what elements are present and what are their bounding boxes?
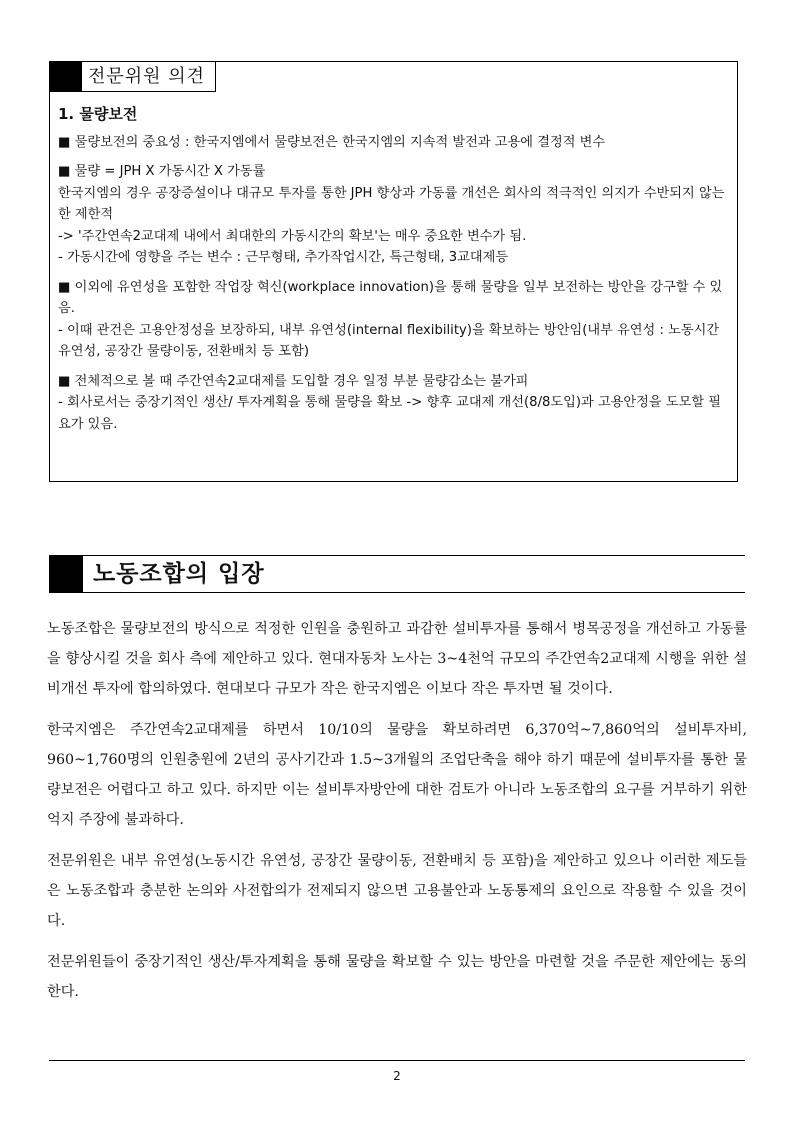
paragraph-line: - 회사로서는 중장기적인 생산/ 투자계획을 통해 물량을 확보 -> 향후 교대제 개선(8/8도입)과 고용안정을 도모할 필요가 있음. <box>58 395 721 432</box>
section-title: 노동조합의 입장 <box>93 561 265 587</box>
box-heading: 1. 물량보전 <box>58 105 138 123</box>
opinion-paragraph <box>58 161 731 269</box>
paragraph-line: ■ 물량보전의 중요성 : 한국지엠에서 물량보전은 한국지엠의 지속적 발전과 고용에 결정적 변수 <box>58 134 606 150</box>
footer-divider <box>49 1060 745 1061</box>
body-paragraph: 노동조합은 물량보전의 방식으로 적정한 인원을 충원하고 과감한 설비투자를 통해서 병목공정을 개선하고 가동률을 향상시킬 것을 회사 측에 제안하고 있다. 현대자동차 노사는 3~4천억 규모의 주간연속2교대제 시행을 위한 설비개선 투자에 합의하였다. 현대보다 규모가 작은 한국지엠은 이보다 작은 투자면 될 것이다. <box>47 621 747 697</box>
title-black-bar <box>50 62 82 92</box>
paragraph-line: - 가동시간에 영향을 주는 변수 : 근무형태, 추가작업시간, 특근형태, 3교대제등 <box>58 250 509 265</box>
paragraph-line: ■ 이외에 유연성을 포함한 작업장 혁신(workplace innovation)을 통해 물량을 일부 보전하는 방안을 강구할 수 있음. <box>58 279 723 316</box>
paragraph-line: 한국지엠의 경우 공장증설이나 대규모 투자를 통한 JPH 향상과 가동률 개선은 회사의 적극적인 의지가 수반되지 않는 한 제한적 <box>58 185 725 222</box>
paragraph-line: - 이때 관건은 고용안정성을 보장하되, 내부 유연성(internal flexibility)을 확보하는 방안임(내부 유연성 : 노동시간 유연성, 공장간 물량이동, 전환배치 등 포함) <box>58 322 720 359</box>
union-body-text <box>47 614 747 1018</box>
opinion-paragraph <box>58 132 731 154</box>
opinion-paragraph <box>58 371 731 436</box>
opinion-paragraph <box>58 277 731 363</box>
body-paragraph: 전문위원들이 중장기적인 생산/투자계획을 통해 물량을 확보할 수 있는 방안을 마련할 것을 주문한 제안에는 동의한다. <box>47 954 747 1000</box>
paragraph-line: -> '주간연속2교대제 내에서 최대한의 가동시간의 확보'는 매우 중요한 변수가 됨. <box>58 228 527 244</box>
box-content <box>58 104 731 443</box>
body-paragraph: 한국지엠은 주간연속2교대제를 하면서 10/10의 물량을 확보하려면 6,370억~7,860억의 설비투자비, 960~1,760명의 인원충원에 2년의 공사기간과 1.5~3개월의 조업단축을 해야 하기 때문에 설비투자를 통한 물량보전은 어렵다고 하고 있다. 하지만 이는 설비투자방안에 대한 검토가 아니라 노동조합의 요구를 거부하기 위한 억지 주장에 불과하다. <box>47 722 747 828</box>
union-section-heading <box>49 555 745 593</box>
box-title-tab <box>50 62 216 92</box>
paragraph-line: ■ 물량 = JPH X 가동시간 X 가동률 <box>58 164 266 179</box>
paragraph-line: ■ 전체적으로 볼 때 주간연속2교대제를 도입할 경우 일정 부분 물량감소는 불가피 <box>58 373 529 389</box>
heading-black-bar <box>49 556 83 593</box>
page-number: 2 <box>393 1069 401 1083</box>
body-paragraph: 전문위원은 내부 유연성(노동시간 유연성, 공장간 물량이동, 전환배치 등 포함)을 제안하고 있으나 이러한 제도들은 노동조합과 충분한 논의와 사전합의가 전제되지 않으면 고용불안과 노동통제의 요인으로 작용할 수 있을 것이다. <box>47 853 747 929</box>
expert-opinion-box <box>49 61 738 482</box>
box-title: 전문위원 의견 <box>82 62 216 92</box>
